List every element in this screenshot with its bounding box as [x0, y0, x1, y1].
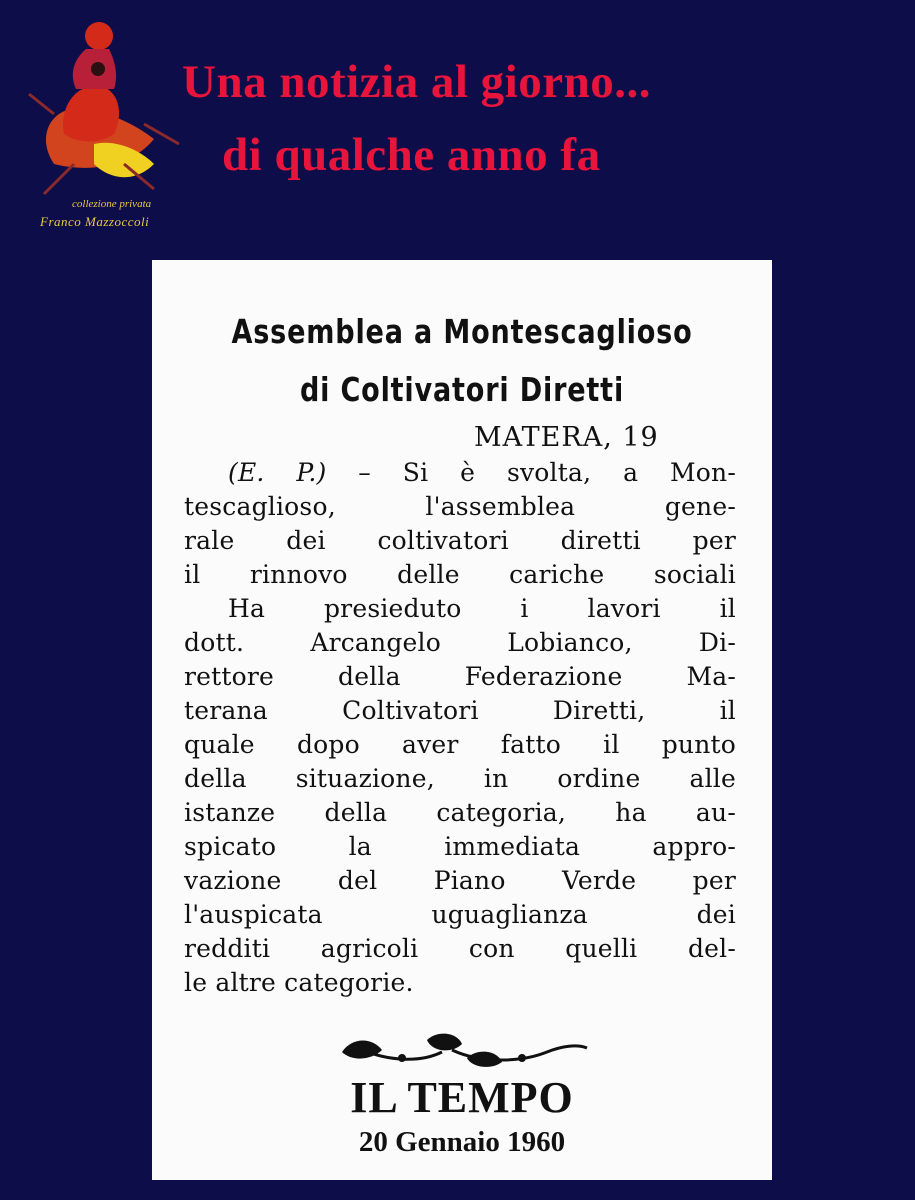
article-line: quale dopo aver fatto il punto	[184, 730, 736, 759]
headline-line-1: Una notizia al giorno...	[182, 56, 651, 108]
newspaper-name: IL TEMPO	[350, 1073, 574, 1122]
article-title-line-2: di Coltivatori Diretti	[299, 370, 625, 409]
article-line: rettore della Federazione Ma-	[184, 662, 736, 691]
headline-line-2: di qualche anno fa	[222, 129, 601, 181]
article-line: dott. Arcangelo Lobianco, Di-	[184, 628, 736, 657]
article-line: Ha presieduto i lavori il	[228, 594, 736, 623]
article-title-line-1: Assemblea a Montescaglioso	[231, 312, 693, 351]
logo-caption-collection: collezione privata	[72, 198, 152, 210]
newspaper-clipping	[152, 260, 772, 1180]
article-line: tescaglioso, l'assemblea gene-	[184, 492, 736, 521]
source-tag: (E. P.)	[228, 458, 327, 487]
newspaper-date: 20 Gennaio 1960	[358, 1126, 566, 1158]
leaf-ornament-icon	[332, 1022, 592, 1072]
article-line: spicato la immediata appro-	[184, 832, 736, 861]
article-line: vazione del Piano Verde per	[184, 866, 736, 895]
article-line: l'auspicata uguaglianza dei	[184, 900, 736, 929]
article-body	[184, 456, 736, 1000]
article-line: redditi agricoli con quelli del-	[184, 934, 736, 963]
article-line: istanze della categoria, ha au-	[184, 798, 736, 827]
article-line: (E. P.) – Si è svolta, a Mon-	[228, 458, 736, 487]
article-line: le altre categorie.	[184, 968, 414, 997]
article-line: rale dei coltivatori diretti per	[184, 526, 736, 555]
article-line: terana Coltivatori Diretti, il	[184, 696, 736, 725]
dancer-figure-icon	[14, 14, 184, 204]
logo-caption-owner: Franco Mazzoccoli	[40, 214, 150, 229]
collection-logo	[14, 14, 184, 229]
article-line: il rinnovo delle cariche sociali	[184, 560, 736, 589]
article-line: della situazione, in ordine alle	[184, 764, 736, 793]
article-dateline: MATERA, 19	[474, 422, 659, 453]
